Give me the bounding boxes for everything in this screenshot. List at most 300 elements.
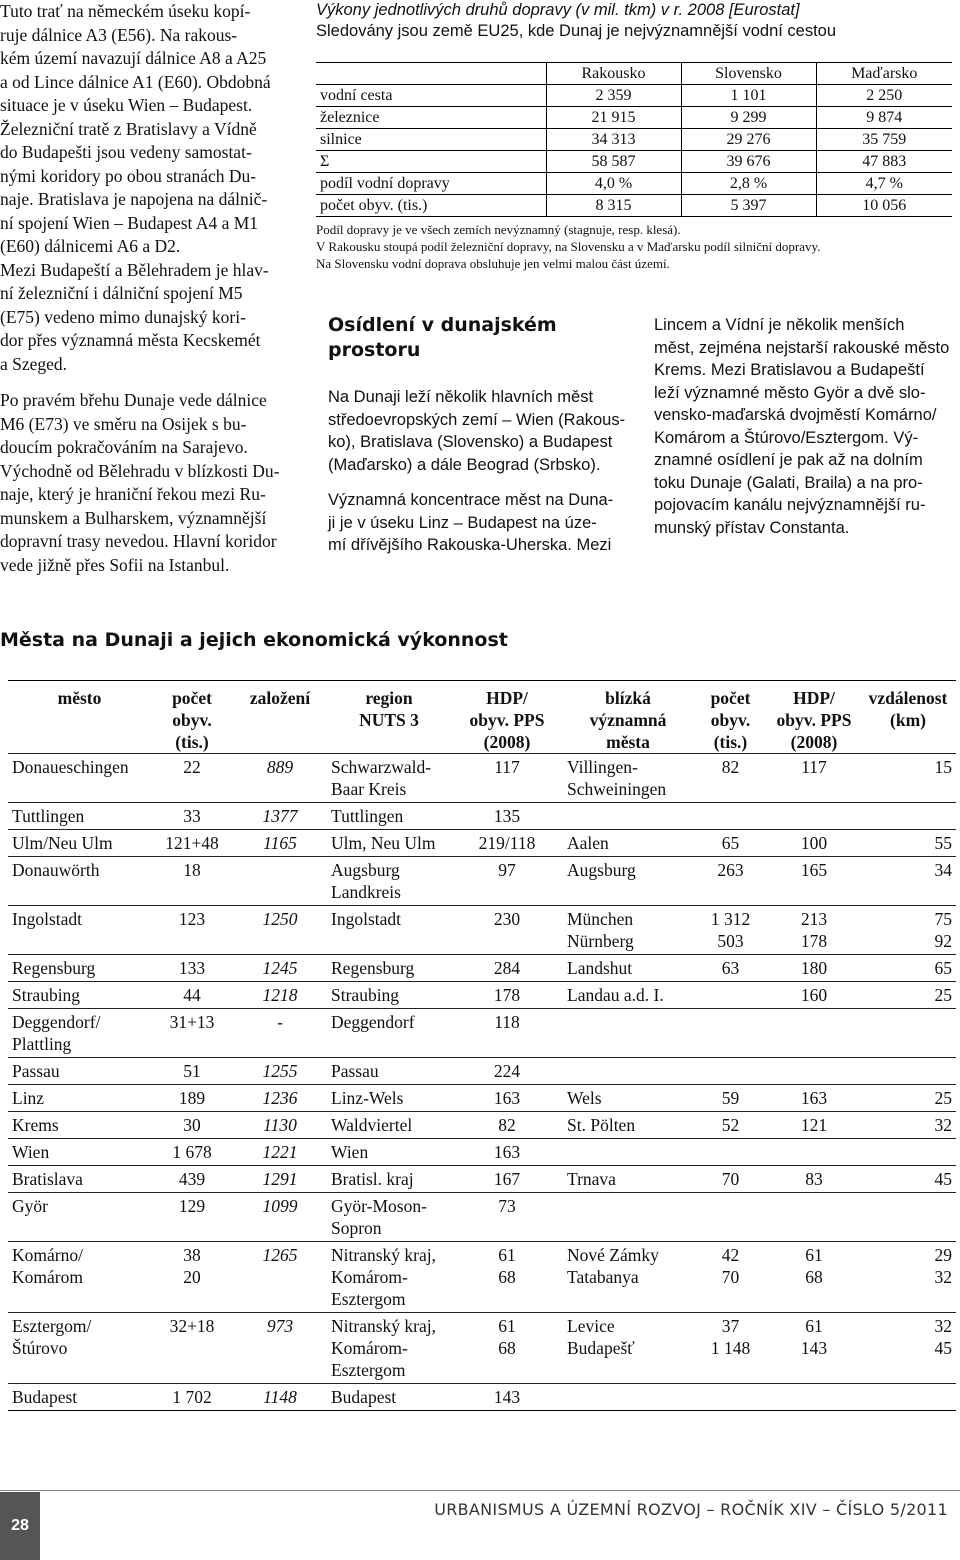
city-cell-line: 25	[934, 985, 952, 1005]
city-row	[8, 1085, 956, 1112]
city-cell-line: 61	[498, 1316, 516, 1336]
city-row	[8, 1166, 956, 1193]
city-cell-line: Tatabanya	[567, 1267, 639, 1287]
city-cell-line: 1 678	[172, 1142, 212, 1162]
city-cell-line: Komárom-	[331, 1267, 408, 1287]
city-cell	[693, 857, 768, 906]
city-header-line: HDP/	[486, 688, 528, 708]
city-cell	[563, 857, 693, 906]
city-header-line: HDP/	[793, 688, 835, 708]
city-cell	[8, 1313, 151, 1384]
middle-text-line: Významná koncentrace měst na Duna-	[328, 491, 614, 509]
city-cell-line: 189	[178, 1088, 206, 1108]
right-text-line: munský přístav Constanta.	[654, 518, 850, 537]
city-header-line: obyv. PPS	[776, 710, 852, 730]
city-row	[8, 955, 956, 982]
transport-row	[316, 151, 952, 173]
city-cell-line: Nürnberg	[567, 931, 634, 951]
left-text-line: dor přes významná města Kecskemét	[0, 330, 261, 350]
left-text-line: Tuto trať na německém úseku kopí-	[0, 1, 251, 21]
transport-table-subcaption: Sledovány jsou země EU25, kde Dunaj je nejvýznamnější vodní cestou	[316, 22, 837, 40]
city-cell-line: 75	[934, 909, 952, 929]
city-cell	[768, 982, 860, 1009]
city-row	[8, 830, 956, 857]
transport-row	[316, 129, 952, 151]
city-cell	[8, 1193, 151, 1242]
left-text-line: (E75) vedeno mimo dunajský kori-	[0, 306, 246, 327]
transport-row-label: silnice	[316, 129, 546, 151]
city-cell	[860, 1085, 956, 1112]
city-cell	[563, 1166, 693, 1193]
city-row	[8, 754, 956, 803]
city-cell-line: Baar Kreis	[331, 779, 407, 799]
city-cell	[327, 955, 451, 982]
city-header-line: obyv.	[172, 710, 212, 730]
city-cell	[451, 1112, 563, 1139]
city-cell-line: Linz	[12, 1088, 45, 1108]
city-cell	[768, 1085, 860, 1112]
city-cell-line: 100	[800, 833, 828, 853]
left-text-line: naje, který je hraniční řekou mezi Ru-	[0, 484, 266, 504]
transport-row-label: počet obyv. (tis.)	[316, 195, 546, 217]
city-row	[8, 1058, 956, 1085]
city-cell-line: Wels	[567, 1088, 602, 1108]
city-cell-line: Krems	[12, 1115, 59, 1135]
city-cell-line: 51	[183, 1061, 201, 1081]
city-cell-line: 121+48	[165, 833, 219, 853]
city-cell-line: Tuttlingen	[12, 806, 85, 826]
city-cell-line: Komárom-	[331, 1338, 408, 1358]
city-cell-line: Esztergom	[331, 1360, 406, 1380]
city-cell-line: Komárom	[12, 1267, 83, 1287]
city-cell-line: Györ-Moson-	[331, 1196, 427, 1216]
city-header-line: obyv.	[710, 710, 751, 730]
transport-cell: 58 587	[546, 151, 681, 173]
city-cell-line: Wien	[12, 1142, 50, 1162]
city-cell	[233, 754, 327, 803]
city-cell	[563, 1112, 693, 1139]
city-cell-line: Tuttlingen	[331, 806, 404, 826]
city-cell	[693, 1139, 768, 1166]
city-cell-line: 37	[721, 1316, 740, 1336]
city-cell	[327, 1058, 451, 1085]
left-text-line: ní spojení Wien – Budapest A4 a M1	[0, 212, 259, 233]
city-cell-line: 503	[717, 931, 744, 951]
city-cell	[8, 1166, 151, 1193]
city-cell-line: 143	[800, 1338, 828, 1358]
middle-text-line: středoevropských zemí – Wien (Rakous-	[328, 410, 626, 429]
city-cell-line: 180	[800, 958, 828, 978]
city-cell-line: 1165	[263, 833, 297, 853]
city-cell	[860, 1193, 956, 1242]
city-cell-line: Deggendorf/	[12, 1012, 101, 1032]
middle-text-column	[328, 386, 632, 570]
city-cell-line: Plattling	[12, 1034, 72, 1054]
city-cell	[233, 857, 327, 906]
city-header-line: obyv. PPS	[469, 710, 545, 730]
city-cell-line: 25	[934, 1088, 952, 1108]
city-cell	[768, 1112, 860, 1139]
right-text-line: Komárom a Štúrovo/Esztergom. Vý-	[654, 428, 919, 447]
city-cell	[233, 1166, 327, 1193]
transport-cell: 21 915	[546, 107, 681, 129]
city-cell-line: 117	[494, 757, 520, 777]
right-text-line: měst, zejména nejstarší rakouské město	[654, 338, 950, 357]
city-cell	[8, 982, 151, 1009]
city-cell	[233, 1112, 327, 1139]
city-cell-line: 263	[717, 860, 744, 880]
city-cell-line: Štúrovo	[12, 1338, 68, 1358]
middle-text-paragraph	[328, 489, 632, 557]
city-cell-line: 18	[183, 860, 201, 880]
city-cell	[8, 906, 151, 955]
city-cell-line: Györ	[12, 1196, 48, 1216]
city-cell	[768, 754, 860, 803]
city-cell-line: 22	[183, 757, 201, 777]
left-text-line: ní železniční i dálniční spojení M5	[0, 283, 243, 303]
city-cell-line: 31+13	[169, 1012, 215, 1032]
city-cell-line: 68	[805, 1267, 823, 1287]
city-cell	[451, 1313, 563, 1384]
city-cell	[327, 830, 451, 857]
city-cell	[451, 1193, 563, 1242]
city-cell	[451, 955, 563, 982]
city-cell	[8, 1085, 151, 1112]
city-cell-line: Ingolstadt	[331, 909, 401, 929]
city-cell-line: 219/118	[478, 833, 536, 853]
middle-text-line: ko), Bratislava (Slovensko) a Budapest	[328, 433, 613, 451]
city-header-cell	[563, 681, 693, 754]
city-row	[8, 803, 956, 830]
city-cell-line: 52	[721, 1115, 740, 1135]
city-cell	[860, 754, 956, 803]
city-cell-line: 68	[498, 1267, 516, 1287]
city-cell-line: 284	[493, 958, 521, 978]
right-text-column	[654, 314, 957, 552]
city-cell-line: Augsburg	[567, 860, 636, 880]
city-cell-line: Landau a.d. I.	[567, 985, 664, 1005]
transport-table-notes	[316, 221, 956, 272]
city-cell	[563, 955, 693, 982]
city-cell-line: 1130	[263, 1115, 297, 1135]
middle-text-paragraph	[328, 386, 632, 476]
city-cell-line: 61	[805, 1316, 823, 1336]
city-cell	[327, 1112, 451, 1139]
city-cell	[563, 1058, 693, 1085]
transport-header-cell: Slovensko	[681, 63, 816, 85]
transport-cell: 2 359	[546, 85, 681, 107]
right-text-line: toku Dunaje (Galati, Braila) a na pro-	[654, 473, 923, 492]
city-cell-line: 34	[934, 860, 952, 880]
city-cell	[563, 830, 693, 857]
left-text-line: doucím pokračováním na Sarajevo.	[0, 437, 248, 457]
city-cell	[327, 1139, 451, 1166]
city-cell	[860, 1139, 956, 1166]
city-cell	[451, 830, 563, 857]
city-cell	[451, 803, 563, 830]
city-cell	[327, 982, 451, 1009]
city-cell	[151, 1384, 233, 1411]
left-text-line: Železniční tratě z Bratislavy a Vídně	[0, 118, 257, 139]
city-cell	[151, 857, 233, 906]
city-cell	[768, 1242, 860, 1313]
middle-text-line: Na Dunaji leží několik hlavních měst	[328, 388, 594, 406]
transport-note: V Rakousku stoupá podíl železniční dopravy, na Slovensku a v Maďarsku podíl silniční dopravy.	[316, 239, 821, 254]
transport-header-blank	[316, 63, 546, 85]
city-cell	[768, 955, 860, 982]
city-cell	[693, 955, 768, 982]
city-cell	[151, 906, 233, 955]
city-cell-line: 1250	[262, 909, 298, 929]
city-cell	[860, 1166, 956, 1193]
city-header-cell	[860, 681, 956, 754]
city-cell-line: 117	[801, 757, 827, 777]
right-text-line: Lincem a Vídní je několik menších	[654, 316, 905, 334]
city-cell	[327, 1009, 451, 1058]
city-cell-line: Trnava	[567, 1169, 616, 1189]
transport-row	[316, 173, 952, 195]
section-heading-line1: Osídlení v dunajském	[328, 314, 557, 336]
city-cell-line: Schwarzwald-	[331, 757, 432, 777]
city-cell-line: 32	[934, 1115, 952, 1135]
city-cell-line: Donaueschingen	[12, 757, 129, 777]
city-cell-line: 83	[805, 1169, 823, 1189]
city-cell-line: 118	[494, 1012, 520, 1032]
city-cell	[563, 754, 693, 803]
right-text-line: Krems. Mezi Bratislavou a Budapeští	[654, 361, 925, 379]
city-cell	[233, 1313, 327, 1384]
city-cell-line: 439	[178, 1169, 206, 1189]
city-cell-line: Ulm, Neu Ulm	[331, 833, 436, 853]
city-cell	[327, 857, 451, 906]
left-text-line: a Szeged.	[0, 353, 68, 374]
city-cell	[233, 1058, 327, 1085]
city-cell-line: 1 148	[710, 1338, 751, 1358]
city-cell-line: Bratislava	[12, 1169, 83, 1189]
city-cell	[327, 1242, 451, 1313]
transport-cell: 10 056	[816, 195, 952, 217]
city-cell-line: 1265	[262, 1245, 298, 1265]
city-cell-line: Donauwörth	[12, 860, 100, 880]
city-cell-line: Levice	[567, 1316, 615, 1336]
city-cell-line: 1 702	[172, 1387, 212, 1407]
city-cell	[8, 1009, 151, 1058]
city-cell-line: 68	[498, 1338, 516, 1358]
city-cell	[563, 1139, 693, 1166]
left-text-line: Východně od Bělehradu v blízkosti Du-	[0, 460, 280, 481]
city-cell-line: Nové Zámky	[567, 1245, 659, 1265]
city-cell-line: 30	[183, 1115, 201, 1135]
transport-row-label: Σ	[316, 151, 546, 173]
city-cell-line: 1291	[262, 1169, 298, 1189]
city-header-cell	[151, 681, 233, 754]
city-cell-line: 1255	[262, 1061, 298, 1081]
city-cell-line: Schweiningen	[567, 779, 667, 799]
transport-cell: 4,0 %	[546, 173, 681, 195]
city-table	[8, 680, 956, 1411]
city-row	[8, 1139, 956, 1166]
city-cell	[693, 906, 768, 955]
city-cell-line: 20	[183, 1267, 201, 1287]
city-header-line: založení	[249, 688, 311, 708]
city-cell	[768, 1058, 860, 1085]
left-text-line: a od Lince dálnice A1 (E60). Obdobná	[0, 71, 271, 92]
city-cell	[693, 830, 768, 857]
city-cell-line: 70	[721, 1169, 740, 1189]
transport-note: Podíl dopravy je ve všech zemích nevýznamný (stagnuje, resp. klesá).	[316, 222, 681, 237]
city-cell	[860, 1313, 956, 1384]
city-cell	[563, 1193, 693, 1242]
city-cell	[693, 1193, 768, 1242]
city-header-line: (2008)	[790, 732, 838, 752]
city-cell-line: St. Pölten	[567, 1115, 636, 1135]
city-cell-line: 61	[805, 1245, 823, 1265]
city-cell	[451, 1166, 563, 1193]
left-text-line: kém území navazují dálnice A8 a A25	[0, 48, 267, 68]
city-cell-line: Budapest	[331, 1387, 397, 1407]
city-cell	[8, 830, 151, 857]
city-cell	[233, 982, 327, 1009]
city-cell-line: 1218	[262, 985, 298, 1005]
city-cell	[233, 1384, 327, 1411]
city-cell	[860, 1112, 956, 1139]
city-cell-line: 38	[183, 1245, 201, 1265]
city-header-cell	[768, 681, 860, 754]
city-cell	[451, 1058, 563, 1085]
right-text-line: vensko-maďarská dvojměstí Komárno/	[654, 406, 937, 424]
city-cell	[233, 803, 327, 830]
city-cell	[8, 857, 151, 906]
transport-cell: 39 676	[681, 151, 816, 173]
city-cell-line: Regensburg	[12, 958, 96, 978]
transport-cell: 5 397	[681, 195, 816, 217]
city-cell	[8, 754, 151, 803]
city-row	[8, 906, 956, 955]
city-cell	[563, 1384, 693, 1411]
middle-text-line: mí dřívějšího Rakouska-Uherska. Mezi	[328, 536, 612, 554]
city-header-cell	[233, 681, 327, 754]
city-cell-line: Budapest	[12, 1387, 78, 1407]
transport-cell: 9 299	[681, 107, 816, 129]
city-cell	[151, 803, 233, 830]
transport-header-cell: Maďarsko	[816, 63, 952, 85]
city-cell	[860, 1058, 956, 1085]
city-cell	[151, 955, 233, 982]
city-cell	[327, 754, 451, 803]
city-cell	[768, 803, 860, 830]
city-cell	[563, 1242, 693, 1313]
city-cell-line: 163	[493, 1088, 521, 1108]
city-cell-line: 65	[934, 958, 952, 978]
city-cell	[768, 1139, 860, 1166]
city-cell	[151, 830, 233, 857]
city-cell-line: Villingen-	[567, 757, 638, 777]
city-cell	[693, 1112, 768, 1139]
city-cell-line: Esztergom	[331, 1289, 406, 1309]
city-header-line: (tis.)	[175, 732, 209, 752]
city-cell-line: 1221	[262, 1142, 298, 1162]
city-cell	[233, 955, 327, 982]
transport-header-cell: Rakousko	[546, 63, 681, 85]
city-cell-line: Straubing	[12, 985, 81, 1005]
city-cell	[151, 982, 233, 1009]
left-text-line: M6 (E73) ve směru na Osijek s bu-	[0, 413, 247, 434]
city-cell-line: München	[567, 909, 634, 929]
page-number: 28	[0, 1492, 40, 1560]
city-row	[8, 1242, 956, 1313]
city-header-cell	[327, 681, 451, 754]
city-cell	[327, 1313, 451, 1384]
city-row	[8, 1384, 956, 1411]
city-cell	[768, 1166, 860, 1193]
city-cell	[233, 906, 327, 955]
city-cell	[151, 754, 233, 803]
city-cell-line: 213	[800, 909, 828, 929]
left-text-line: vede jižně přes Sofii na Istanbul.	[0, 554, 230, 575]
city-cell-line: 1245	[262, 958, 298, 978]
city-cell-line: 44	[183, 985, 201, 1005]
transport-cell: 8 315	[546, 195, 681, 217]
city-cell	[451, 857, 563, 906]
right-text-paragraph	[654, 314, 957, 539]
city-cell	[8, 803, 151, 830]
left-text-line: naje. Bratislava je napojena na dálnič-	[0, 189, 268, 209]
transport-row	[316, 195, 952, 217]
city-cell-line: 133	[178, 958, 206, 978]
city-cell-line: 163	[493, 1142, 521, 1162]
right-text-line: znamné osídlení je pak až na dolním	[654, 451, 923, 469]
left-text-column	[0, 0, 306, 590]
city-cell-line: Waldviertel	[331, 1115, 413, 1135]
city-cell-line: Esztergom/	[12, 1316, 92, 1336]
transport-row-label: vodní cesta	[316, 85, 546, 107]
transport-table	[316, 62, 952, 217]
city-cell-line: Sopron	[331, 1218, 382, 1238]
transport-table-caption: Výkony jednotlivých druhů dopravy (v mil. tkm) v r. 2008 [Eurostat]	[316, 1, 800, 19]
transport-note: Na Slovensku vodní doprava obsluhuje jen velmi malou část území.	[316, 256, 670, 271]
city-cell	[151, 1139, 233, 1166]
city-header-line: (km)	[890, 710, 926, 730]
city-cell-line: Straubing	[331, 985, 400, 1005]
city-cell-line: Bratisl. kraj	[331, 1169, 414, 1189]
city-cell-line: 45	[934, 1338, 952, 1358]
left-text-line: (E60) dálnicemi A6 a D2.	[0, 236, 181, 256]
city-cell	[151, 1112, 233, 1139]
city-cell	[451, 1009, 563, 1058]
transport-row-label: železnice	[316, 107, 546, 129]
city-cell-line: 178	[493, 985, 521, 1005]
section-heading	[328, 313, 628, 363]
city-cell-line: 129	[178, 1196, 206, 1216]
transport-cell: 35 759	[816, 129, 952, 151]
transport-cell: 9 874	[816, 107, 952, 129]
city-header-line: významná	[589, 710, 667, 730]
city-cell-line: 230	[493, 909, 521, 929]
city-table-title: Města na Dunaji a jejich ekonomická výkonnost	[0, 629, 508, 651]
city-cell-line: 32	[934, 1316, 952, 1336]
city-cell-line: Ulm/Neu Ulm	[12, 833, 113, 853]
city-cell-line: Komárno/	[12, 1245, 83, 1265]
city-cell	[151, 1085, 233, 1112]
city-cell	[860, 1009, 956, 1058]
transport-cell: 47 883	[816, 151, 952, 173]
city-cell-line: 121	[800, 1115, 828, 1135]
city-cell	[327, 1193, 451, 1242]
city-cell	[8, 1384, 151, 1411]
city-cell	[860, 857, 956, 906]
city-cell-line: -	[277, 1012, 283, 1032]
left-text-line: ruje dálnice A3 (E56). Na rakous-	[0, 24, 238, 45]
